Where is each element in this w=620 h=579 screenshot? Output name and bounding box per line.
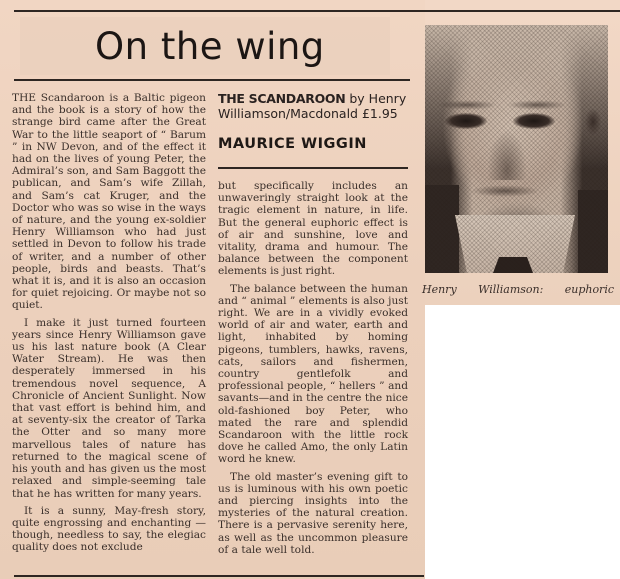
nose <box>487 130 527 180</box>
caption-word: Williamson: <box>478 283 544 296</box>
bottom-rule-divider <box>14 575 424 577</box>
headline: On the wing <box>95 25 325 68</box>
byline-rule-divider <box>218 167 408 169</box>
photo-background <box>425 25 608 169</box>
eye-right <box>513 113 555 129</box>
paragraph: The old master’s evening gift to us is luminous with his own poetic and piercing insights into the mysteries of the natural creation. There is a pervasive serenity here, as well as the uncommon pleasure of a tale well told. <box>218 470 408 556</box>
book-title: THE SCANDAROON <box>218 91 346 106</box>
mouth <box>470 185 540 197</box>
brow-left <box>437 100 497 110</box>
tie <box>493 257 533 273</box>
photo-caption <box>422 283 614 296</box>
book-details <box>218 91 413 121</box>
book-author: by Henry <box>345 91 407 106</box>
book-publisher-price: Williamson/Macdonald £1.95 <box>218 106 398 121</box>
eye-left <box>445 113 487 129</box>
reviewer-byline: MAURICE WIGGIN <box>218 136 367 152</box>
author-portrait-photo <box>425 25 608 273</box>
paragraph: but specifically includes an unwaveringly straight look at the tragic element in nature, in life. But the general euphoric effect is of air and sunshine, love and vitality, drama and humour. The balance between the component elements is just right. <box>218 180 408 278</box>
paragraph: It is a sunny, May-fresh story, quite engrossing and enchanting —though, needless to say, the elegiac quality does not exclude <box>12 504 206 554</box>
paragraph: THE Scandaroon is a Baltic pigeon and the book is a story of how the strange bird came after the Great War to the little seaport of “ Barum ” in NW Devon, and of the effect it had on the lives of young Peter, the Admiral’s son, and Sam Baggott the publican, and Sam’s wife Zillah, and Sam’s cat Kruger, and the Doctor who was so wise in the ways of nature, and the young ex-soldier Henry Williamson who had just settled in Devon to follow his trade of writer, and a number of other people, birds and beasts. That’s what it is, and it is also an occasion for quiet rejoicing. Or maybe not so quiet. <box>12 92 206 312</box>
paragraph: I make it just turned fourteen years since Henry Williamson gave us his last nature book (A Clear Water Stream). He was then desperately immersed in his tremendous novel sequence, A Chronicle of Ancient Sunlight. Now that vast effort is behind him, and at seventy-six the creator of Tarka the Otter and so many more marvellous tales of nature has returned to the magical scene of his youth and has given us the most relaxed and simple-seeming tale that he has written for many years. <box>12 316 206 500</box>
top-rule-divider <box>14 10 620 12</box>
article-column-2 <box>218 180 408 561</box>
caption-word: Henry <box>422 283 457 296</box>
jacket-right <box>578 190 608 273</box>
ear <box>585 109 601 135</box>
caption-word: euphoric <box>564 283 614 296</box>
jacket-left <box>425 185 459 273</box>
paragraph: The balance between the human and “ animal ” elements is also just right. We are in a vividly evoked world of air and water, earth and light, inhabited by homing pigeons, tumblers, hawks, ravens, cats, sailors and fishermen, country gentlefolk and professional people, “ hellers ” and savants—and in the centre the nice old-fashioned boy Peter, who mated the rare and splendid Scandaroon with the little rock dove he called Amo, the only Latin word he knew. <box>218 282 408 466</box>
shirt-collar <box>455 215 575 273</box>
brow-right <box>507 100 567 110</box>
article-column-1 <box>12 92 206 559</box>
headline-rule-divider <box>14 79 410 81</box>
